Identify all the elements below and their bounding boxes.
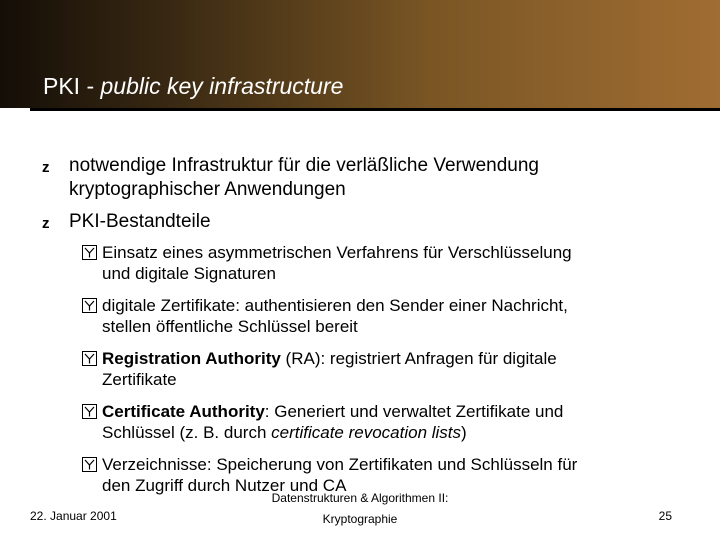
checkbox-icon [82, 404, 97, 419]
subbullet-cont-post: ) [461, 423, 467, 442]
subbullet-cont-pre: Schlüssel (z. B. durch [102, 423, 272, 442]
subbullet-text: Verzeichnisse: Speicherung von Zertifikaten und Schlüsseln für [102, 455, 578, 474]
footer-course-line2: Kryptographie [322, 512, 398, 526]
checkbox-icon [82, 457, 97, 472]
bullet-marker: z [42, 215, 50, 232]
subbullet-text [102, 348, 557, 369]
subbullet-text-cont: Zertifikate [102, 370, 177, 389]
bullet-marker: z [42, 159, 50, 176]
term-registration-authority: Registration Authority [102, 349, 281, 368]
subbullet-text-cont: und digitale Signaturen [102, 264, 276, 283]
bullet-text: PKI-Bestandteile [69, 211, 211, 232]
title-divider [30, 108, 720, 111]
subbullet-text: Einsatz eines asymmetrischen Verfahrens für Verschlüsselung [102, 243, 572, 262]
subbullet-text: digitale Zertifikate: authentisieren den Sender einer Nachricht, [102, 296, 568, 315]
title-prefix: PKI - [43, 73, 101, 99]
title-emphasis: public key infrastructure [100, 73, 344, 99]
term-certificate-authority: Certificate Authority [102, 402, 265, 421]
term-revocation-lists: certificate revocation lists [271, 423, 462, 442]
subbullet-rest: (RA): registriert Anfragen für digitale [280, 349, 557, 368]
page-number: 25 [658, 509, 672, 523]
footer-course-line1: Datenstrukturen & Algorithmen II: [271, 491, 449, 505]
footer-course [245, 488, 475, 530]
subbullet-text-cont: stellen öffentliche Schlüssel bereit [102, 317, 358, 336]
subbullet-text [102, 401, 563, 422]
subbullet-text-cont: den Zugriff durch Nutzer und CA [102, 476, 347, 495]
checkbox-icon [82, 351, 97, 366]
checkbox-icon [82, 245, 97, 260]
bullet-text-cont: kryptographischer Anwendungen [69, 179, 346, 200]
slide-title [43, 73, 343, 100]
subbullet-text-cont [102, 422, 467, 443]
bullet-text: notwendige Infrastruktur für die verläßliche Verwendung [69, 155, 539, 176]
checkbox-icon [82, 298, 97, 313]
subbullet-rest: : Generiert und verwaltet Zertifikate und [264, 402, 564, 421]
footer-date: 22. Januar 2001 [30, 509, 117, 523]
